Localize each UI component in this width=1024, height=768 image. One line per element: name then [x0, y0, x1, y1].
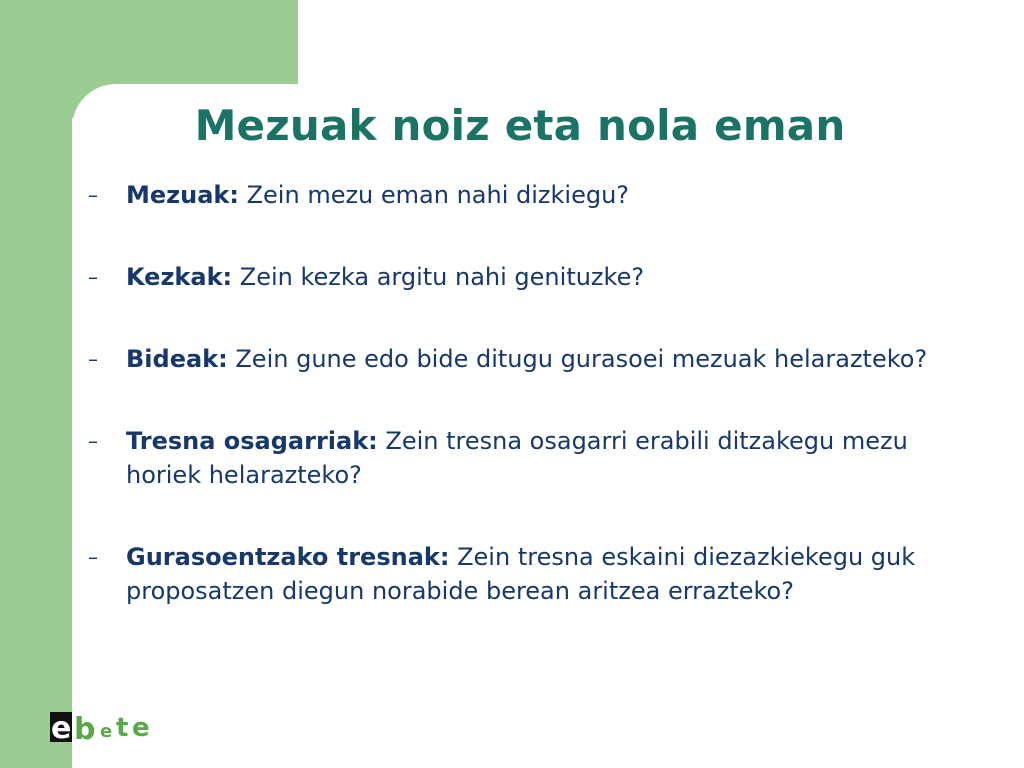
- bullet-key: Mezuak:: [126, 181, 239, 209]
- slide-title: Mezuak noiz eta nola eman: [194, 101, 846, 150]
- bullet-dash: –: [88, 265, 98, 289]
- ebete-logo: [50, 706, 160, 746]
- bullet-dash: –: [88, 429, 98, 453]
- bullet-item-gurasoentzako-tresnak: [88, 540, 978, 608]
- bullet-dash: –: [88, 347, 98, 371]
- bullet-key: Gurasoentzako tresnak:: [126, 543, 450, 571]
- logo-letter-b: b: [74, 712, 96, 746]
- logo-letter-e1: e: [51, 711, 72, 746]
- bullet-key: Kezkak:: [126, 263, 233, 291]
- bullet-key: Tresna osagarriak:: [126, 427, 378, 455]
- bullet-item-mezuak: [88, 178, 978, 212]
- bullet-item-tresna-osagarriak: [88, 424, 978, 492]
- bullet-key: Bideak:: [126, 345, 228, 373]
- bullet-text: Zein gune edo bide ditugu gurasoei mezuak helarazteko?: [227, 345, 928, 373]
- bullet-text: Zein tresna osagarri erabili ditzakegu mezu horiek helarazteko?: [126, 427, 908, 489]
- bullet-dash: –: [88, 183, 98, 207]
- bullet-text: Zein tresna eskaini diezazkiekegu guk proposatzen diegun norabide berean aritzea errazteko?: [126, 543, 916, 605]
- logo-letter-e3: e: [132, 713, 150, 743]
- bullet-text: Zein mezu eman nahi dizkiegu?: [238, 181, 630, 209]
- bullet-item-bideak: [88, 342, 978, 376]
- bullet-dash: –: [88, 545, 98, 569]
- bullet-item-kezkak: [88, 260, 978, 294]
- bullet-list: [88, 178, 978, 656]
- logo-letter-t: t: [116, 713, 129, 743]
- bullet-text: Zein kezka argitu nahi genituzke?: [232, 263, 645, 291]
- logo-letter-e2: e: [100, 721, 113, 742]
